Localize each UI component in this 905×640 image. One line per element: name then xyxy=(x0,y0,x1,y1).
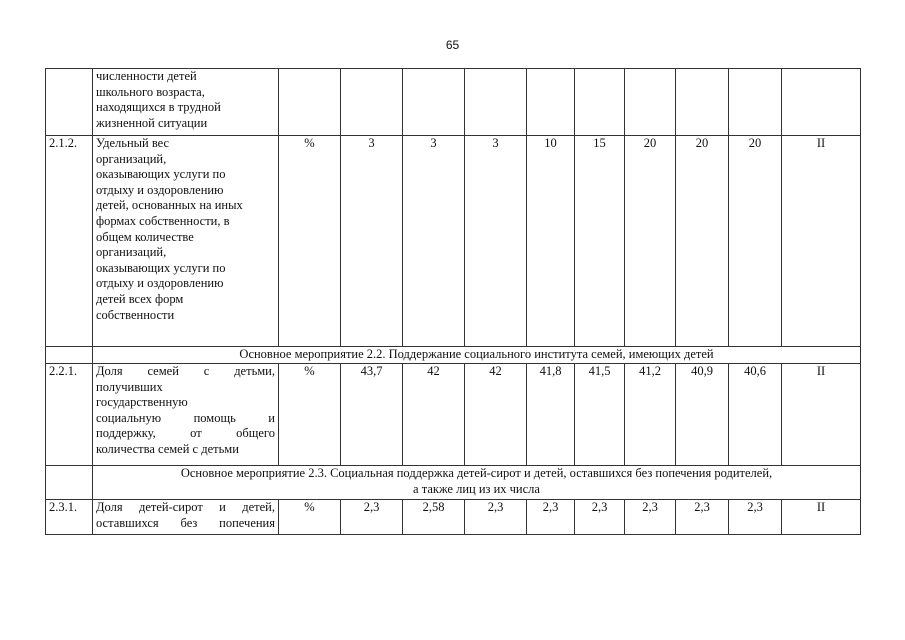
table-row-2-3-1 xyxy=(46,500,861,535)
value-cell: 42 xyxy=(403,364,465,466)
value-cell: 3 xyxy=(341,136,403,347)
row-number xyxy=(46,466,93,500)
row-number: 2.1.2. xyxy=(46,136,93,347)
unit-cell: % xyxy=(279,136,341,347)
value-cell: 20 xyxy=(625,136,676,347)
value-cell: 3 xyxy=(465,136,527,347)
value-cell xyxy=(465,69,527,136)
row-number: 2.2.1. xyxy=(46,364,93,466)
value-cell: 41,2 xyxy=(625,364,676,466)
indicator-name-line: детей всех форм xyxy=(96,291,184,306)
indicator-name-line: Доля детей-сирот и детей, xyxy=(96,500,275,514)
indicator-name-line: формах собственности, в xyxy=(96,213,230,228)
indicator-name-line: численности детей xyxy=(96,69,197,83)
table-row-continuation xyxy=(46,69,861,136)
indicator-name-line: Доля семей с детьми, xyxy=(96,364,275,378)
stage-cell xyxy=(782,69,861,136)
section-title-line: Основное мероприятие 2.3. Социальная поддержка детей-сирот и детей, оставшихся без попечения родителей, xyxy=(180,466,773,480)
indicator-name-line: жизненной ситуации xyxy=(96,115,208,130)
value-cell: 2,3 xyxy=(527,500,575,535)
indicator-name-line: организаций, xyxy=(96,245,167,260)
value-cell: 2,3 xyxy=(676,500,729,535)
indicator-name-line: социальную помощь и xyxy=(96,410,275,425)
indicator-name-line: отдыху и оздоровлению xyxy=(96,182,224,197)
value-cell xyxy=(341,69,403,136)
indicators-table xyxy=(45,68,861,535)
value-cell: 20 xyxy=(729,136,782,347)
indicator-name-line: поддержку, от общего xyxy=(96,426,275,441)
indicator-name-line: школьного возраста, xyxy=(96,84,205,99)
indicator-name-line: общем количестве xyxy=(96,229,194,244)
indicator-name-line: отдыху и оздоровлению xyxy=(96,276,224,291)
row-number xyxy=(46,69,93,136)
value-cell: 42 xyxy=(465,364,527,466)
indicator-name xyxy=(93,69,279,136)
indicator-name-line: собственности xyxy=(96,307,175,322)
value-cell: 20 xyxy=(676,136,729,347)
value-cell: 3 xyxy=(403,136,465,347)
table-row-2-1-2 xyxy=(46,136,861,347)
section-title-line: а также лиц из их числа xyxy=(413,481,540,496)
row-number xyxy=(46,347,93,364)
value-cell: 41,8 xyxy=(527,364,575,466)
unit-cell: % xyxy=(279,500,341,535)
value-cell xyxy=(676,69,729,136)
section-row-2-2 xyxy=(46,347,861,364)
indicator-name-line: оказывающих услуги по xyxy=(96,260,226,275)
value-cell: 15 xyxy=(575,136,625,347)
value-cell: 2,3 xyxy=(465,500,527,535)
value-cell: 43,7 xyxy=(341,364,403,466)
indicator-name xyxy=(93,364,279,466)
indicator-name-line: оказывающих услуги по xyxy=(96,167,226,182)
value-cell: 2,3 xyxy=(341,500,403,535)
indicator-name-line: детей, основанных на иных xyxy=(96,198,243,213)
indicator-name xyxy=(93,136,279,347)
stage-cell: II xyxy=(782,136,861,347)
value-cell xyxy=(527,69,575,136)
value-cell xyxy=(403,69,465,136)
table-row-2-2-1 xyxy=(46,364,861,466)
indicator-name-line: оставшихся без попечения xyxy=(96,515,275,530)
indicator-name-line: Удельный вес xyxy=(96,136,170,150)
value-cell: 40,6 xyxy=(729,364,782,466)
value-cell: 40,9 xyxy=(676,364,729,466)
indicator-name-line: находящихся в трудной xyxy=(96,100,221,115)
unit-cell xyxy=(279,69,341,136)
page-number: 65 xyxy=(445,38,460,52)
value-cell: 10 xyxy=(527,136,575,347)
value-cell xyxy=(625,69,676,136)
value-cell: 2,3 xyxy=(729,500,782,535)
unit-cell: % xyxy=(279,364,341,466)
value-cell xyxy=(729,69,782,136)
row-number: 2.3.1. xyxy=(46,500,93,535)
value-cell: 2,3 xyxy=(625,500,676,535)
indicator-name xyxy=(93,500,279,535)
indicator-name-line: количества семей с детьми xyxy=(96,441,239,456)
stage-cell: II xyxy=(782,364,861,466)
value-cell xyxy=(575,69,625,136)
indicator-name-line: организаций, xyxy=(96,151,167,166)
stage-cell: II xyxy=(782,500,861,535)
indicator-name-line: получивших xyxy=(96,379,163,394)
indicator-name-line: государственную xyxy=(96,395,188,410)
value-cell: 2,3 xyxy=(575,500,625,535)
value-cell: 41,5 xyxy=(575,364,625,466)
section-row-2-3 xyxy=(46,466,861,500)
section-title: Основное мероприятие 2.2. Поддержание социального института семей, имеющих детей xyxy=(93,347,861,364)
section-title xyxy=(93,466,861,500)
value-cell: 2,58 xyxy=(403,500,465,535)
